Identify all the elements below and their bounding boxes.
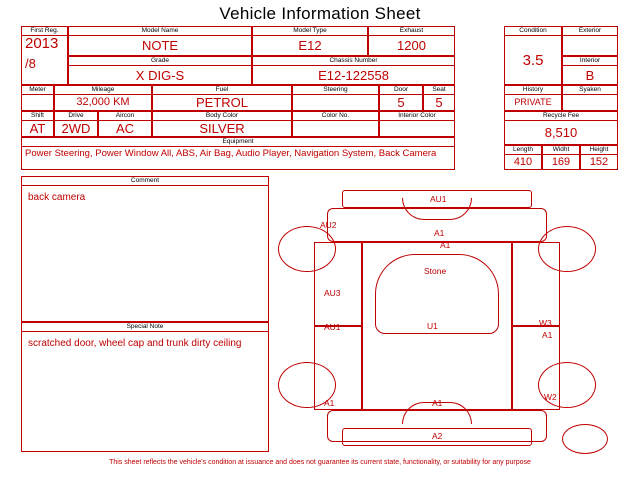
vehicle-damage-diagram xyxy=(272,176,618,452)
body-color-label: Body Color xyxy=(153,112,291,121)
grade-label: Grade xyxy=(69,57,251,66)
first-reg-label: First Reg. xyxy=(22,27,67,36)
special-note-label: Special Note xyxy=(22,323,268,332)
condition-value: 3.5 xyxy=(522,51,544,69)
damage-mark: U1 xyxy=(427,321,438,331)
exhaust-value: 1200 xyxy=(397,38,426,53)
damage-mark: W3 xyxy=(539,318,552,328)
drive-value: 2WD xyxy=(61,121,91,136)
history-cell xyxy=(504,85,562,111)
mileage-cell xyxy=(54,85,152,111)
color-no-label: Color No. xyxy=(293,112,378,121)
model-type-value: E12 xyxy=(298,38,322,53)
shift-cell xyxy=(21,111,54,137)
exterior-label: Exterior xyxy=(563,27,617,36)
condition-label: Condition xyxy=(505,27,561,36)
aircon-label: Aircon xyxy=(99,112,151,121)
damage-mark: A1 xyxy=(440,240,451,250)
special-note-box xyxy=(21,322,269,452)
damage-mark: A1 xyxy=(542,330,553,340)
damage-mark: AU1 xyxy=(324,322,341,332)
interior-grade-value: B xyxy=(585,67,595,83)
model-type-label: Model Type xyxy=(253,27,367,36)
drive-cell xyxy=(54,111,98,137)
damage-mark: W2 xyxy=(544,392,557,402)
exterior-value xyxy=(563,36,617,55)
seat-label: Seat xyxy=(424,86,454,95)
damage-mark: A1 xyxy=(434,228,445,238)
damage-mark: AU2 xyxy=(320,220,337,230)
fuel-label: Fuel xyxy=(153,86,291,95)
syaken-value xyxy=(563,95,617,110)
drive-label: Drive xyxy=(55,112,97,121)
length-cell xyxy=(504,145,542,170)
model-type-cell xyxy=(252,26,368,56)
height-value: 152 xyxy=(589,155,609,168)
steering-label: Steering xyxy=(293,86,378,95)
meter-cell xyxy=(21,85,54,111)
grade-value: X DIG-S xyxy=(135,67,185,83)
mileage-label: Mileage xyxy=(55,86,151,95)
grade-cell xyxy=(68,56,252,85)
damage-mark: A1 xyxy=(432,398,443,408)
aircon-value: AC xyxy=(115,121,135,136)
first-reg-month: /8 xyxy=(25,56,36,71)
mileage-value: 32,000 KM xyxy=(76,96,130,108)
shift-value: AT xyxy=(29,121,46,136)
meter-label: Meter xyxy=(22,86,53,95)
aircon-cell xyxy=(98,111,152,137)
equipment-cell xyxy=(21,137,455,170)
width-label: Widht xyxy=(543,146,579,155)
first-reg-cell xyxy=(21,26,68,85)
page-title: Vehicle Information Sheet xyxy=(219,4,421,23)
comment-text: back camera xyxy=(28,192,86,203)
special-note-text: scratched door, wheel cap and trunk dirty ceiling xyxy=(28,338,242,349)
exterior-cell xyxy=(562,26,618,56)
exhaust-label: Exhaust xyxy=(369,27,454,36)
seat-cell xyxy=(423,85,455,111)
door-label: Door xyxy=(380,86,422,95)
body-color-cell xyxy=(152,111,292,137)
syaken-label: Syaken xyxy=(563,86,617,95)
recycle-fee-label: Recycle Fee xyxy=(505,112,617,121)
width-value: 169 xyxy=(551,155,571,168)
disclaimer-text: This sheet reflects the vehicle's condition at issuance and does not guarantee its current state, functionality, or suitability for any purpose xyxy=(109,459,531,466)
interior-color-cell xyxy=(379,111,455,137)
comment-box xyxy=(21,176,269,322)
model-name-cell xyxy=(68,26,252,56)
length-value: 410 xyxy=(513,155,533,168)
damage-mark: AU1 xyxy=(430,194,447,204)
fuel-value: PETROL xyxy=(195,95,248,110)
damage-mark: A1 xyxy=(324,398,335,408)
equipment-text: Power Steering, Power Window All, ABS, Air Bag, Audio Player, Navigation System, Back Camera xyxy=(25,148,437,159)
history-label: History xyxy=(505,86,561,95)
height-label: Height xyxy=(581,146,617,155)
damage-mark: Stone xyxy=(424,266,447,276)
width-cell xyxy=(542,145,580,170)
diagram-wheel-front-left xyxy=(278,226,336,272)
model-name-label: Model Name xyxy=(69,27,251,36)
chassis-label: Chassis Number xyxy=(253,57,454,66)
history-value: PRIVATE xyxy=(514,97,552,107)
recycle-fee-value: 8,510 xyxy=(544,125,578,140)
length-label: Length xyxy=(505,146,541,155)
color-no-cell xyxy=(292,111,379,137)
model-name-value: NOTE xyxy=(141,38,179,53)
first-reg-year: 2013 xyxy=(25,35,59,52)
comment-label: Comment xyxy=(22,177,268,186)
body-color-value: SILVER xyxy=(199,121,245,136)
diagram-spare-wheel xyxy=(562,424,608,454)
interior-label: Interior xyxy=(563,57,617,66)
damage-mark: AU3 xyxy=(324,288,341,298)
door-cell xyxy=(379,85,423,111)
height-cell xyxy=(580,145,618,170)
door-value: 5 xyxy=(397,95,405,110)
steering-cell xyxy=(292,85,379,111)
chassis-value: E12-122558 xyxy=(318,67,389,83)
seat-value: 5 xyxy=(435,95,443,110)
diagram-wheel-front-right xyxy=(538,226,596,272)
interior-cell xyxy=(562,56,618,85)
chassis-cell xyxy=(252,56,455,85)
recycle-fee-cell xyxy=(504,111,618,145)
syaken-cell xyxy=(562,85,618,111)
exhaust-cell xyxy=(368,26,455,56)
fuel-cell xyxy=(152,85,292,111)
disclaimer-wrapper xyxy=(8,458,632,476)
shift-label: Shift xyxy=(22,112,53,121)
condition-cell xyxy=(504,26,562,85)
equipment-label: Equipment xyxy=(22,138,454,147)
interior-color-label: Interior Color xyxy=(380,112,454,121)
damage-mark: A2 xyxy=(432,431,443,441)
